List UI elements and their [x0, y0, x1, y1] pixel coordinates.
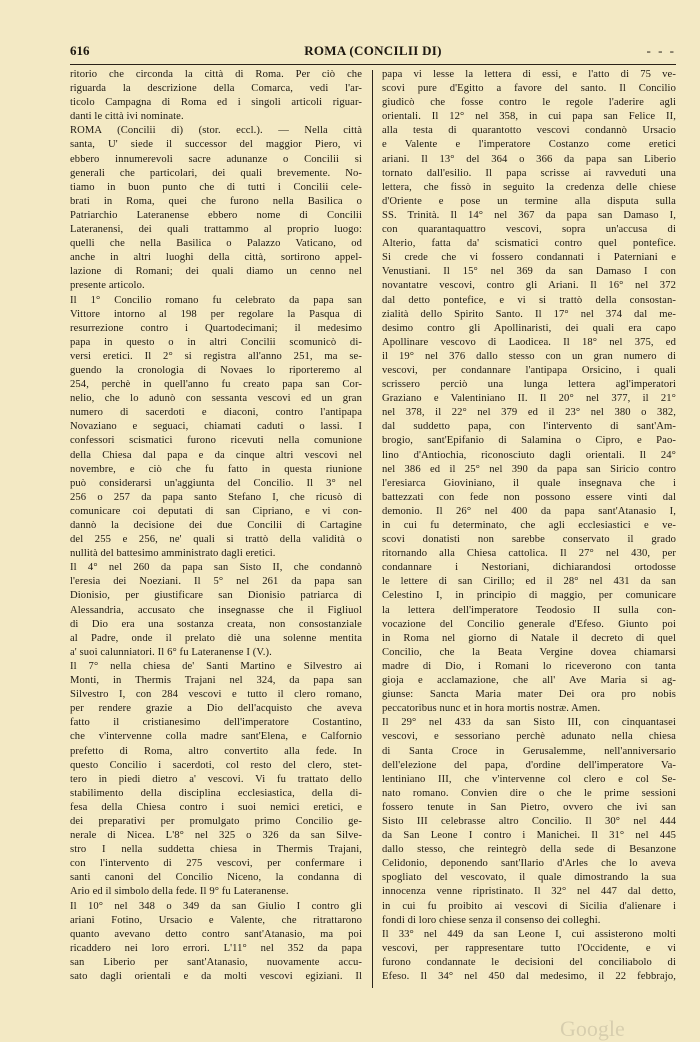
- text-line: comunicare coi deputati di san Cipriano, e vi con-: [70, 505, 362, 517]
- page-number: 616: [70, 43, 90, 58]
- text-line: in cui fu proibito ai vescovi di Sicilia d'alienare i: [382, 900, 676, 912]
- text-line: dal detto pontefice, e vi si trattò della consostan-: [382, 294, 676, 306]
- text-line: orientali. Il 12° nel 358, in cui papa san Felice II,: [382, 111, 676, 123]
- text-line: ariani. Il 13° del 364 o 366 da papa san Liberio: [382, 153, 676, 165]
- text-line: di Santa Croce in Gerusalemme, nell'anniversario: [382, 745, 676, 757]
- text-line: lettera, che fissò in seguito la credenza delle chiese: [382, 181, 676, 193]
- text-line: lino d'Antiochia, riconosciuto dagli orientali. Il 24°: [382, 449, 676, 461]
- text-line: dal suddetto papa, con l'intervento di sant'Am-: [382, 421, 676, 433]
- text-line: Apollinare vescovo di Laodicea. Il 18° nel 375, ed: [382, 336, 676, 348]
- text-line: generali che particolari, dei quali brevemente. No-: [70, 167, 362, 179]
- text-line: questo Concilio i sacerdoti, col resto del clero, stet-: [70, 759, 362, 771]
- text-line: Patriarchio Lateranense ebbero nome di Concilii: [70, 209, 362, 221]
- text-line: in Roma nel giorno di Natale il decreto di quel: [382, 632, 676, 644]
- text-line: Il 7° nella chiesa de' Santi Martino e Silvestro ai: [70, 660, 362, 672]
- text-line: scovi donatisti non sarebbe conservato il grado: [382, 534, 676, 546]
- text-line: Il 33° nel 449 da san Leone I, cui assisterono molti: [382, 928, 676, 940]
- text-line: presente articolo.: [70, 280, 145, 292]
- text-line: stabilimento della disciplina ecclesiastica, della di-: [70, 787, 362, 799]
- text-line: con l'intervento di 275 vescovi, per confermare i: [70, 858, 362, 870]
- text-line: vescovi, e sessoriano perchè adunato nella chiesa: [382, 731, 676, 743]
- text-line: brogio, sant'Epifanio di Salamina o Cipro, e Pao-: [382, 435, 676, 447]
- text-line: dell'elezione del papa, d'ordine dell'imperatore Va-: [382, 759, 676, 771]
- text-line: ariani Fotino, Ursacio e Valente, che ritrattarono: [70, 914, 362, 926]
- text-line: scrissero perciò una lunga lettera agl'imperatori: [382, 379, 676, 391]
- text-line: vescovi, per condannare l'antipapa Orsicino, i quali: [382, 364, 676, 376]
- text-line: ebbero innumerevoli sacre adunanze o Concilii si: [70, 153, 362, 165]
- text-line: 254, perchè in quell'anno fu creato papa san Cor-: [70, 379, 362, 391]
- text-line: dallo stesso, che reintegrò della sede di Besanzone: [382, 844, 676, 856]
- text-line: riguarda la descrizione della Comarca, vedi l'ar-: [70, 83, 362, 95]
- text-line: della Chiesa dal papa e da cinque altri vescovi nel: [70, 449, 362, 461]
- text-line: per rendere grazie a Dio dell'acquisto che aveva: [70, 703, 362, 715]
- text-line: Sisto III celebrasse altro Concilio. Il 30° nel 444: [382, 815, 676, 827]
- text-line: può considerarsi un'aggiunta del Concilio. Il 3° nel: [70, 477, 362, 489]
- text-line: Graziano e Valentiniano II. Il 20° nel 377, il 21°: [382, 393, 676, 405]
- text-line: giudicò che fosse contro le regole l'aderire agli: [382, 97, 676, 109]
- text-line: novembre, e ciò che fu fatto in questa riunione: [70, 463, 362, 475]
- text-line: madre di Dio, i Romani lo riceverono con tanta: [382, 660, 676, 672]
- header-rule: [70, 64, 676, 65]
- text-line: fesa della Chiesa contro i suoi nemici eretici, e: [70, 801, 362, 813]
- text-line: vescovi, per rappresentare tutto l'Occidente, e vi: [382, 942, 676, 954]
- text-line: tero in piedi dietro a' vescovi. Vi fu trattato dello: [70, 773, 362, 785]
- text-line: desimo contro gli Apollinaristi, dei quali era capo: [382, 322, 676, 334]
- text-line: la lettera dell'imperatore Teodosio II sulla con-: [382, 604, 676, 616]
- text-line: fossero tenute in San Pietro, ovvero che ivi san: [382, 801, 676, 813]
- text-line: santi canoni del Concilio Niceno, la condanna di: [70, 872, 362, 884]
- text-line: anche in altri luoghi della città, sortirono appel-: [70, 252, 362, 264]
- text-line: in cui fu determinato, che agli ecclesiastici e ve-: [382, 520, 676, 531]
- text-line: SS. Trinità. Il 14° nel 367 da papa san Damaso I,: [382, 209, 676, 221]
- text-line: Venustiani. Il 15° nel 369 da san Damaso I con: [382, 266, 676, 278]
- text-line: al Padre, onde il prelato diè una solenne mentita: [70, 632, 362, 644]
- text-line: papa vi lesse la lettera di essi, e l'atto di 75 ve-: [382, 69, 676, 80]
- text-line: ritorio che circonda la città di Roma. Per ciò che: [70, 69, 362, 80]
- text-line: Vittore intorno al 198 per regolare la Pasqua di: [70, 308, 362, 320]
- column-divider: [372, 70, 373, 988]
- text-line: Novaziano e seguaci, chiamati caduti o lassi. I: [70, 421, 362, 433]
- text-line: Celestino I, in principio di maggio, per comunicare: [382, 590, 676, 602]
- text-line: Il 1° Concilio romano fu celebrato da papa san: [70, 294, 362, 306]
- text-line: resurrezione contro i Quartodecimani; il medesimo: [70, 322, 362, 334]
- text-line: le lettere di san Cirillo; ed il 28° nel 431 da san: [382, 576, 676, 588]
- text-line: fatto il cristianesimo dell'imperatore Costantino,: [70, 717, 362, 729]
- text-line: danti le città ivi nominate.: [70, 111, 184, 123]
- text-line: novantatre vescovi, contro gli Ariani. Il 16° nel 372: [382, 280, 676, 292]
- text-line: Il 29° nel 433 da san Sisto III, con cinquantasei: [382, 717, 676, 729]
- right-column: [382, 68, 676, 984]
- text-line: fondi di loro chiese senza il consenso dei colleghi.: [382, 914, 601, 926]
- text-line: sato dagli orientali e da molti vescovi egiziani. Il: [70, 971, 362, 982]
- text-line: che v'intervenne colla madre sant'Elena, e Calfornio: [70, 731, 362, 743]
- text-line: innocenza venne ripristinato. Il 32° nel 447 dal detto,: [382, 886, 676, 898]
- text-line: Si crede che vi fossero condannati i Paterniani e: [382, 252, 676, 264]
- text-line: nullità del battesimo amministrato dagli eretici.: [70, 548, 276, 560]
- text-line: Lateranensi, dei quali trattammo al proprio luogo:: [70, 224, 362, 236]
- text-line: zialità dello Spirito Santo. Il 17° nel 374 dal me-: [382, 308, 676, 320]
- scan-watermark: Google: [560, 1016, 625, 1041]
- text-line: con quarantaquattro vescovi, sopra un'accusa di: [382, 224, 676, 236]
- text-line: 256 o 257 da papa santo Stefano I, che ricusò di: [70, 491, 362, 503]
- text-line: dei preparativi per promulgato primo Concilio ge-: [70, 815, 362, 827]
- text-line: Alterio, fatta da' scismatici contro quel pontefice.: [382, 238, 676, 250]
- text-line: l'eresia dei Noeziani. Il 5° nel 261 da papa san: [70, 576, 362, 588]
- text-line: quelli che nella Basilica o Palazzo Vaticano, od: [70, 238, 362, 250]
- text-line: ricaddero nei loro errori. L'11° nel 352 da papa: [70, 942, 362, 954]
- text-line: quanto avevano detto contro sant'Atanasio, ma poi: [70, 928, 362, 940]
- text-line: nato romano. Convien dire o che le prime sessioni: [382, 787, 676, 799]
- text-line: papa in questo o in altri Concilii scomunicò di-: [70, 336, 362, 348]
- text-line: numero di sacerdoti e diaconi, contro l'antipapa: [70, 407, 362, 419]
- page-header: [70, 43, 676, 65]
- text-line: Efeso. Il 34° nel 450 dal medesimo, il 22 febbrajo,: [382, 971, 676, 982]
- text-line: furono condannate le decisioni del conciliabolo di: [382, 956, 676, 968]
- text-line: Concilio, che la Beata Vergine dovea chiamarsi: [382, 646, 676, 658]
- text-line: stro I nella suddetta chiesa in Thermis Trajani,: [70, 844, 362, 856]
- running-title: ROMA (CONCILII DI): [304, 43, 442, 58]
- text-line: ROMA (Concilii di) (stor. eccl.). — Nella città: [70, 125, 362, 137]
- text-line: Celidonio, deponendo sant'Ilario d'Arles che lo aveva: [382, 858, 676, 870]
- text-line: il 19° nel 376 dallo stesso con un gran numero di: [382, 350, 676, 362]
- text-line: santa, U' siede il successor del maggior Piero, vi: [70, 139, 362, 151]
- text-line: confessori scismatici furono ricevuti nella comunione: [70, 435, 362, 447]
- text-line: spogliato del vescovato, il quale dimostrando la sua: [382, 872, 676, 884]
- text-line: prefetto di Roma, altro convertito alla fede. In: [70, 745, 362, 757]
- text-line: brati in Roma, quei che furono nella Basilica o: [70, 195, 362, 207]
- text-line: ritornando alla Chiesa cattolica. Il 27° nel 430, per: [382, 548, 676, 560]
- text-line: l'eresiarca Gioviniano, il quale insegnava che i: [382, 477, 676, 489]
- text-line: demonio. Il 26° nel 400 da papa sant'Atanasio I,: [382, 505, 676, 517]
- text-line: Monti, in Thermis Trajani nel 324, da papa san: [70, 675, 362, 687]
- text-line: gioja e acclamazione, che all' Ave Maria si ag-: [382, 675, 676, 687]
- text-line: giunse: Sancta Maria mater Dei ora pro nobis: [382, 689, 676, 701]
- text-line: e Valente e l'imperatore Costanzo come eretici: [382, 139, 676, 151]
- text-line: Silvestro I, con 284 vescovi e tutto il clero romano,: [70, 689, 362, 701]
- text-line: da San Leone I contro i Manichei. Il 31° nel 445: [382, 830, 676, 842]
- left-column: [70, 68, 362, 984]
- text-line: lazione di Romani; dei quali diamo un cenno nel: [70, 266, 362, 278]
- text-line: scovi pure d'Egitto a favore del santo. Il Concilio: [382, 83, 676, 95]
- text-line: nel 386 ed il 25° nel 390 da papa san Siricio contro: [382, 463, 676, 475]
- text-line: guendo la cronologia di Novaes lo riporteremo al: [70, 364, 362, 376]
- text-line: nel 378, il 22° nel 379 ed il 23° nel 380 o 382,: [382, 407, 676, 419]
- text-line: dannò la decisione dei due Concilii di Cartagine: [70, 520, 362, 531]
- text-line: di Dio era una sostanza creata, non consostanziale: [70, 618, 362, 630]
- text-line: a' suoi calunniatori. Il 6° fu Lateranense I (V.).: [70, 646, 272, 658]
- text-line: nelio, che lo adunò con sessanta vescovi ed un gran: [70, 393, 362, 405]
- text-line: Dionisio, per giustificare san Dionisio patriarca di: [70, 590, 362, 602]
- text-line: ticolo Campagna di Roma ed i singoli articoli riguar-: [70, 97, 362, 109]
- text-line: del 255 e 256, ne' quali si trattò della validità o: [70, 534, 362, 546]
- text-line: Ario ed il simbolo della fede. Il 9° fu Lateranense.: [70, 886, 289, 898]
- text-line: Il 4° nel 260 da papa san Sisto II, che condannò: [70, 562, 362, 574]
- text-line: Il 10° nel 348 o 349 da san Giulio I contro gli: [70, 900, 362, 912]
- text-line: tornato dall'esilio. Il papa scrisse ai ravveduti una: [382, 167, 676, 179]
- text-line: san Liberio per sant'Atanasio, nuovamente accu-: [70, 956, 362, 968]
- text-line: peccatoribus nunc et in hora mortis nostræ. Amen.: [382, 703, 601, 715]
- text-line: lentiniano III, che v'intervenne col clero e col Se-: [382, 773, 676, 785]
- text-line: versi eretici. Il 2° si registra all'anno 251, ma se-: [70, 350, 362, 362]
- text-line: nerale di Nicea. L'8° nel 325 o 326 da san Silve-: [70, 830, 362, 842]
- text-line: Alessandria, accusato che insegnasse che il Figliuol: [70, 604, 362, 616]
- text-line: vocazione del Concilio generale d'Efeso. Giunto poi: [382, 618, 676, 630]
- text-line: d'Oriente e pose un termine alla disputa sulla: [382, 195, 676, 207]
- header-dash: - - -: [646, 43, 676, 58]
- text-line: condannare i Nestoriani, dichiarandosi ortodosse: [382, 562, 676, 574]
- text-line: tiamo in buon punto che di tutti i Concilii cele-: [70, 181, 362, 193]
- text-line: battezzati con fede non possono essere vinti dal: [382, 491, 676, 503]
- text-line: alla testa di quarantotto vescovi condannò Ursacio: [382, 125, 676, 137]
